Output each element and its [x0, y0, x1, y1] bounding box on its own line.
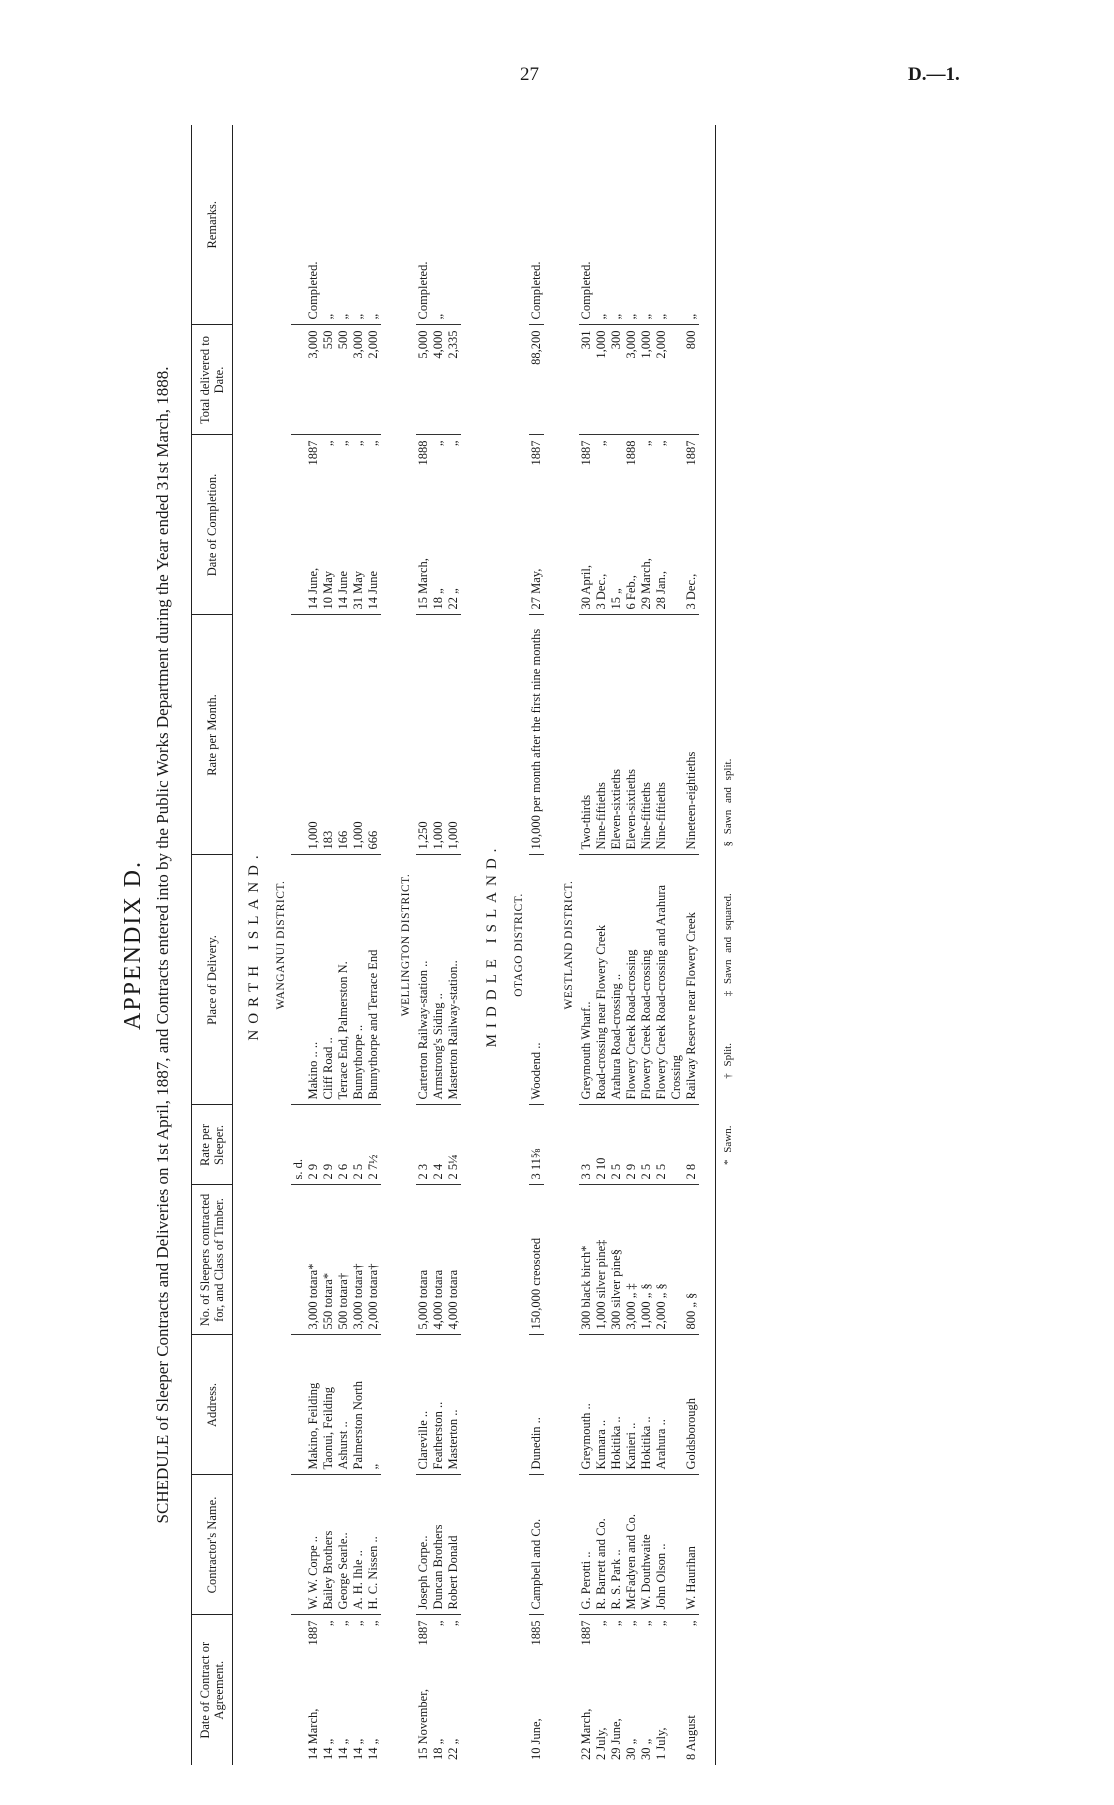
- cell-comp-year: 1887: [306, 440, 320, 466]
- cell-place: Flowery Creek Road-crossing: [624, 855, 639, 1105]
- cell-rate: 2 3: [416, 1105, 431, 1185]
- rate-unit-label: s. d.: [291, 1105, 306, 1185]
- cell-completion: 3 Dec.,: [684, 573, 698, 610]
- cell-rate: 2 4: [431, 1105, 446, 1185]
- cell-place: Carterton Railway-station ..: [416, 855, 431, 1105]
- cell-comp-year: 1887: [529, 440, 543, 466]
- cell-comp-year: „: [431, 440, 445, 447]
- cell-date: 14 „: [321, 1738, 335, 1760]
- cell-sleepers: 4,000 totara: [446, 1185, 461, 1335]
- col-address: Address.: [192, 1335, 233, 1475]
- cell-remarks: Completed.: [579, 261, 593, 320]
- cell-completion: 6 Feb.,: [624, 575, 638, 610]
- spacer-row: [461, 125, 471, 1765]
- cell-total: 2,335: [446, 325, 461, 435]
- cell-date: [624, 1615, 639, 1765]
- footnotes: [722, 125, 734, 1765]
- cell-address: Goldsborough: [684, 1335, 699, 1475]
- cell-total: 3,000: [306, 325, 321, 435]
- cell-date: 30 „: [624, 1738, 638, 1760]
- schedule-title: SCHEDULE of Sleeper Contracts and Deliveries on 1st April, 1887, and Contracts entered into by the Public Works Department during the Year ended 31st March, 1888.: [153, 366, 172, 1524]
- empty-cell: [291, 1335, 306, 1475]
- cell-sleepers: 1,000 „ §: [639, 1185, 654, 1335]
- appendix-title: APPENDIX D.: [120, 860, 146, 1031]
- cell-sleepers: 3,000 „ ‡: [624, 1185, 639, 1335]
- cell-sleepers: 3,000 totara†: [351, 1185, 366, 1335]
- cell-completion: [594, 435, 609, 615]
- cell-date: [529, 1615, 544, 1765]
- cell-completion: 31 May: [351, 570, 365, 610]
- cell-date: 14 „: [336, 1738, 350, 1760]
- district-heading-row: [266, 125, 291, 1765]
- table-body: [233, 125, 716, 1765]
- cell-address: Arahura ..: [654, 1335, 684, 1475]
- cell-completion: 10 May: [321, 570, 335, 610]
- cell-total: 1,000: [594, 325, 609, 435]
- cell-date: [684, 1615, 699, 1765]
- cell-place: Bunnythorpe and Terrace End: [366, 855, 381, 1105]
- cell-total: 3,000: [624, 325, 639, 435]
- cell-date: 1 July,: [654, 1727, 668, 1760]
- cell-remarks: „: [609, 313, 623, 320]
- cell-contractor: Joseph Corpe..: [416, 1475, 431, 1615]
- cell-rate: 3 11⅝: [529, 1105, 544, 1185]
- cell-completion: [529, 435, 544, 615]
- cell-address: Taonui, Feilding: [321, 1335, 336, 1475]
- cell-contractor: Robert Donald: [446, 1475, 461, 1615]
- cell-date: [654, 1615, 684, 1765]
- spacer-cell: [381, 125, 391, 1765]
- cell-contractor: Campbell and Co.: [529, 1475, 544, 1615]
- cell-completion: 30 April,: [579, 565, 593, 610]
- cell-date: [639, 1615, 654, 1765]
- cell-address: „: [366, 1335, 381, 1475]
- cell-completion: [446, 435, 461, 615]
- cell-place: Greymouth Wharf..: [579, 855, 594, 1105]
- footnote: ‡ Sawn and squared.: [722, 893, 734, 997]
- district-heading-row: [554, 125, 579, 1765]
- cell-remarks: Completed.: [416, 261, 430, 320]
- cell-rate: 2 5¼: [446, 1105, 461, 1185]
- col-rate-month: Rate per Month.: [192, 615, 233, 855]
- district-heading: OTAGO DISTRICT.: [513, 893, 525, 997]
- cell-completion: [416, 435, 431, 615]
- table-row: [624, 125, 639, 1765]
- cell-address: Kumara ..: [594, 1335, 609, 1475]
- cell-year: „: [366, 1620, 380, 1627]
- cell-place: Bunnythorpe ..: [351, 855, 366, 1105]
- spacer-cell: [461, 125, 471, 1765]
- cell-year: „: [446, 1620, 460, 1627]
- cell-completion: [431, 435, 446, 615]
- cell-remarks: „: [321, 313, 335, 320]
- table-row: [446, 125, 461, 1765]
- table-row: [431, 125, 446, 1765]
- cell-remarks: „: [639, 313, 653, 320]
- cell-completion: [609, 435, 624, 615]
- cell-rate-month: 666: [366, 615, 381, 855]
- table-row: [639, 125, 654, 1765]
- cell-rate: 2 10: [594, 1105, 609, 1185]
- cell-total: 800: [684, 325, 699, 435]
- cell-sleepers: 800 „ §: [684, 1185, 699, 1335]
- cell-sleepers: 2,000 totara†: [366, 1185, 381, 1335]
- cell-date: [579, 1615, 594, 1765]
- cell-comp-year: „: [639, 440, 653, 447]
- empty-cell: [291, 1615, 306, 1765]
- district-heading: WESTLAND DISTRICT.: [563, 880, 575, 1010]
- cell-place: Armstrong's Siding ..: [431, 855, 446, 1105]
- cell-place: Woodend ..: [529, 855, 544, 1105]
- cell-sleepers: 2,000 „ §: [654, 1185, 684, 1335]
- empty-cell: [291, 615, 306, 855]
- footnote: * Sawn.: [722, 1125, 734, 1165]
- cell-year: „: [684, 1620, 698, 1627]
- footnote: § Sawn and split.: [722, 758, 734, 847]
- cell-comp-year: „: [594, 440, 608, 447]
- table-row: [579, 125, 594, 1765]
- cell-address: Masterton ..: [446, 1335, 461, 1475]
- col-sleepers: No. of Sleepers contracted for, and Class of Timber.: [192, 1185, 233, 1335]
- cell-date: 2 July,: [594, 1727, 608, 1760]
- cell-remarks: „: [351, 313, 365, 320]
- cell-date: 29 June,: [609, 1718, 623, 1760]
- cell-sleepers: 300 black birch*: [579, 1185, 594, 1335]
- cell-rate: 2 5: [351, 1105, 366, 1185]
- cell-comp-year: 1888: [416, 440, 430, 466]
- cell-remarks: [446, 125, 461, 325]
- spacer-row: [544, 125, 554, 1765]
- cell-comp-year: „: [321, 440, 335, 447]
- cell-comp-year: 1888: [624, 440, 638, 466]
- cell-completion: [624, 435, 639, 615]
- cell-date: 14 March,: [306, 1708, 320, 1760]
- cell-comp-year: „: [654, 440, 668, 447]
- col-contractor: Contractor's Name.: [192, 1475, 233, 1615]
- cell-rate: 2 5: [654, 1105, 684, 1185]
- table-row: [529, 125, 544, 1765]
- cell-date: 30 „: [639, 1738, 653, 1760]
- cell-rate-month: 1,250: [416, 615, 431, 855]
- cell-completion: [351, 435, 366, 615]
- cell-total: 500: [336, 325, 351, 435]
- cell-date: [594, 1615, 609, 1765]
- cell-contractor: George Searle..: [336, 1475, 351, 1615]
- cell-completion: [366, 435, 381, 615]
- cell-date: 15 November,: [416, 1688, 430, 1760]
- cell-place: Terrace End, Palmerston N.: [336, 855, 351, 1105]
- cell-sleepers: 150,000 creosoted: [529, 1185, 544, 1335]
- district-heading: WANGANUI DISTRICT.: [275, 880, 287, 1010]
- footnote: † Split.: [722, 1043, 734, 1079]
- cell-sleepers: 5,000 totara: [416, 1185, 431, 1335]
- cell-date: 14 „: [351, 1738, 365, 1760]
- empty-cell: [291, 1185, 306, 1335]
- cell-place: Flowery Creek Road-crossing: [639, 855, 654, 1105]
- empty-cell: [291, 1475, 306, 1615]
- cell-total: 301: [579, 325, 594, 435]
- header-row: [192, 125, 233, 1765]
- cell-contractor: W. W. Corpe ..: [306, 1475, 321, 1615]
- spacer-row: [381, 125, 391, 1765]
- cell-year: „: [624, 1620, 638, 1627]
- cell-year: 1887: [416, 1620, 430, 1646]
- cell-place: Arahura Road-crossing ..: [609, 855, 624, 1105]
- cell-date: 18 „: [431, 1738, 445, 1760]
- cell-remarks: „: [654, 313, 668, 320]
- cell-rate-month: 10,000 per month after the first nine months: [529, 615, 544, 855]
- cell-completion: 15 March,: [416, 558, 430, 610]
- cell-comp-year: „: [336, 440, 350, 447]
- empty-cell: [291, 855, 306, 1105]
- spacer-cell: [699, 125, 716, 1765]
- cell-completion: [336, 435, 351, 615]
- cell-place: Railway Reserve near Flowery Creek: [684, 855, 699, 1105]
- cell-address: Clareville ..: [416, 1335, 431, 1475]
- empty-cell: [291, 325, 306, 435]
- cell-date: [609, 1615, 624, 1765]
- cell-date: [431, 1615, 446, 1765]
- cell-contractor: McFadyen and Co.: [624, 1475, 639, 1615]
- cell-completion: [639, 435, 654, 615]
- cell-contractor: H. C. Nissen ..: [366, 1475, 381, 1615]
- cell-address: Hokitika ..: [609, 1335, 624, 1475]
- cell-contractor: Duncan Brothers: [431, 1475, 446, 1615]
- cell-address: Featherston ..: [431, 1335, 446, 1475]
- cell-completion: [654, 435, 684, 615]
- sleeper-contracts-table: [191, 125, 716, 1765]
- cell-sleepers: 1,000 silver pine‡: [594, 1185, 609, 1335]
- cell-comp-year: 1887: [579, 440, 593, 466]
- cell-contractor: Bailey Brothers: [321, 1475, 336, 1615]
- cell-total: 88,200: [529, 325, 544, 435]
- cell-rate-month: Nine-fiftieths: [594, 615, 609, 855]
- table-row: [609, 125, 624, 1765]
- cell-rate-month: Nineteen-eightieths: [684, 615, 699, 855]
- cell-total: 4,000: [431, 325, 446, 435]
- cell-completion: 27 May,: [529, 568, 543, 610]
- cell-sleepers: 500 totara†: [336, 1185, 351, 1335]
- cell-rate-month: 1,000: [446, 615, 461, 855]
- cell-total: 2,000: [654, 325, 684, 435]
- cell-year: „: [321, 1620, 335, 1627]
- cell-rate-month: 183: [321, 615, 336, 855]
- page-number: 27: [520, 64, 539, 85]
- cell-sleepers: 550 totara*: [321, 1185, 336, 1335]
- cell-contractor: R. Barrett and Co.: [594, 1475, 609, 1615]
- cell-rate-month: 166: [336, 615, 351, 855]
- cell-year: 1887: [579, 1620, 593, 1646]
- cell-contractor: R. S. Park ..: [609, 1475, 624, 1615]
- empty-cell: [291, 125, 306, 325]
- cell-rate: 2 5: [609, 1105, 624, 1185]
- cell-date: 22 „: [446, 1738, 460, 1760]
- table-row: [351, 125, 366, 1765]
- cell-comp-year: „: [351, 440, 365, 447]
- cell-remarks: Completed.: [529, 261, 543, 320]
- cell-completion: 28 Jan.,: [654, 570, 668, 610]
- cell-completion: 14 June: [366, 570, 380, 610]
- spacer-row: [699, 125, 716, 1765]
- cell-rate-month: Eleven-sixtieths: [609, 615, 624, 855]
- cell-remarks: „: [431, 313, 445, 320]
- cell-rate: 2 9: [306, 1105, 321, 1185]
- cell-date: [446, 1615, 461, 1765]
- cell-rate: 2 6: [336, 1105, 351, 1185]
- cell-place: Cliff Road ..: [321, 855, 336, 1105]
- cell-date: [306, 1615, 321, 1765]
- cell-total: 2,000: [366, 325, 381, 435]
- cell-rate-month: 1,000: [431, 615, 446, 855]
- table-row: [366, 125, 381, 1765]
- cell-address: Kanieri ..: [624, 1335, 639, 1475]
- cell-comp-year: 1887: [684, 440, 698, 466]
- cell-rate-month: Eleven-sixtieths: [624, 615, 639, 855]
- cell-total: 3,000: [351, 325, 366, 435]
- cell-completion: [321, 435, 336, 615]
- cell-sleepers: 4,000 totara: [431, 1185, 446, 1335]
- col-completion: Date of Completion.: [192, 435, 233, 615]
- cell-rate: 2 7½: [366, 1105, 381, 1185]
- cell-completion: 14 June: [336, 570, 350, 610]
- col-remarks: Remarks.: [192, 125, 233, 325]
- district-heading: WELLINGTON DISTRICT.: [400, 873, 412, 1017]
- cell-date: 10 June,: [529, 1718, 543, 1760]
- col-rate: Rate per Sleeper.: [192, 1105, 233, 1185]
- table-row: [416, 125, 431, 1765]
- cell-rate: 2 9: [321, 1105, 336, 1185]
- cell-date: [416, 1615, 431, 1765]
- cell-comp-year: „: [446, 440, 460, 447]
- cell-year: „: [431, 1620, 445, 1627]
- cell-rate-month: 1,000: [306, 615, 321, 855]
- cell-date: [321, 1615, 336, 1765]
- cell-contractor: G. Perotti ..: [579, 1475, 594, 1615]
- cell-place: Masterton Railway-station..: [446, 855, 461, 1105]
- cell-year: 1887: [306, 1620, 320, 1646]
- cell-year: „: [639, 1620, 653, 1627]
- cell-remarks: „: [336, 313, 350, 320]
- table-row: [654, 125, 684, 1765]
- cell-address: Makino, Feilding: [306, 1335, 321, 1475]
- cell-rate-month: Two-thirds: [579, 615, 594, 855]
- cell-year: „: [594, 1620, 608, 1627]
- cell-rate: 2 5: [639, 1105, 654, 1185]
- cell-sleepers: 3,000 totara*: [306, 1185, 321, 1335]
- rotated-schedule: [120, 125, 1060, 1765]
- cell-completion: [579, 435, 594, 615]
- island-heading-row: [233, 125, 267, 1765]
- cell-year: „: [351, 1620, 365, 1627]
- cell-sleepers: 300 silver pine§: [609, 1185, 624, 1335]
- table-row: [594, 125, 609, 1765]
- cell-total: 300: [609, 325, 624, 435]
- cell-address: Greymouth ..: [579, 1335, 594, 1475]
- cell-contractor: John Olson ..: [654, 1475, 684, 1615]
- cell-total: 1,000: [639, 325, 654, 435]
- cell-remarks: „: [624, 313, 638, 320]
- district-heading-row: [391, 125, 416, 1765]
- cell-comp-year: „: [366, 440, 380, 447]
- cell-address: Palmerston North: [351, 1335, 366, 1475]
- table-row: [321, 125, 336, 1765]
- cell-contractor: W. Haurihan: [684, 1475, 699, 1615]
- district-heading-row: [504, 125, 529, 1765]
- cell-remarks: „: [366, 313, 380, 320]
- table-row: [336, 125, 351, 1765]
- cell-remarks: „: [684, 313, 698, 320]
- cell-date: 22 March,: [579, 1708, 593, 1760]
- cell-rate: 2 8: [684, 1105, 699, 1185]
- cell-rate: 2 9: [624, 1105, 639, 1185]
- unit-row: [291, 125, 306, 1765]
- cell-completion: 29 March,: [639, 558, 653, 610]
- cell-place: Makino .. ..: [306, 855, 321, 1105]
- cell-total: 5,000: [416, 325, 431, 435]
- cell-remarks: „: [594, 313, 608, 320]
- cell-year: „: [336, 1620, 350, 1627]
- cell-completion: 15 „: [609, 588, 623, 610]
- cell-date: 8 August: [684, 1715, 698, 1760]
- cell-year: „: [654, 1620, 668, 1627]
- col-date: Date of Contract or Agreement.: [192, 1615, 233, 1765]
- cell-total: 550: [321, 325, 336, 435]
- cell-rate-month: Nine-fiftieths: [639, 615, 654, 855]
- island-heading: NORTH ISLAND.: [246, 849, 262, 1041]
- cell-date: [351, 1615, 366, 1765]
- cell-remarks: Completed.: [306, 261, 320, 320]
- island-heading-row: [471, 125, 504, 1765]
- cell-contractor: A. H. Ihle ..: [351, 1475, 366, 1615]
- cell-year: 1885: [529, 1620, 543, 1646]
- cell-date: 14 „: [366, 1738, 380, 1760]
- cell-completion: 14 June,: [306, 567, 320, 610]
- col-place: Place of Delivery.: [192, 855, 233, 1105]
- cell-date: [366, 1615, 381, 1765]
- cell-rate: 3 3: [579, 1105, 594, 1185]
- col-total: Total delivered to Date.: [192, 325, 233, 435]
- cell-date: [336, 1615, 351, 1765]
- empty-cell: [291, 435, 306, 615]
- spacer-cell: [544, 125, 554, 1765]
- cell-completion: [684, 435, 699, 615]
- cell-address: Hokitika ..: [639, 1335, 654, 1475]
- cell-address: Dunedin ..: [529, 1335, 544, 1475]
- island-heading: MIDDLE ISLAND.: [484, 842, 500, 1048]
- table-row: [684, 125, 699, 1765]
- cell-rate-month: Nine-fiftieths: [654, 615, 684, 855]
- cell-place: Flowery Creek Road-crossing and Arahura Crossing: [654, 855, 684, 1105]
- table-row: [306, 125, 321, 1765]
- cell-completion: 18 „: [431, 588, 445, 610]
- cell-place: Road-crossing near Flowery Creek: [594, 855, 609, 1105]
- cell-completion: [306, 435, 321, 615]
- page-reference: D.—1.: [908, 64, 960, 85]
- cell-year: „: [609, 1620, 623, 1627]
- cell-contractor: W. Douthwaite: [639, 1475, 654, 1615]
- cell-completion: 3 Dec.,: [594, 573, 608, 610]
- cell-address: Ashurst ..: [336, 1335, 351, 1475]
- cell-completion: 22 „: [446, 588, 460, 610]
- cell-rate-month: 1,000: [351, 615, 366, 855]
